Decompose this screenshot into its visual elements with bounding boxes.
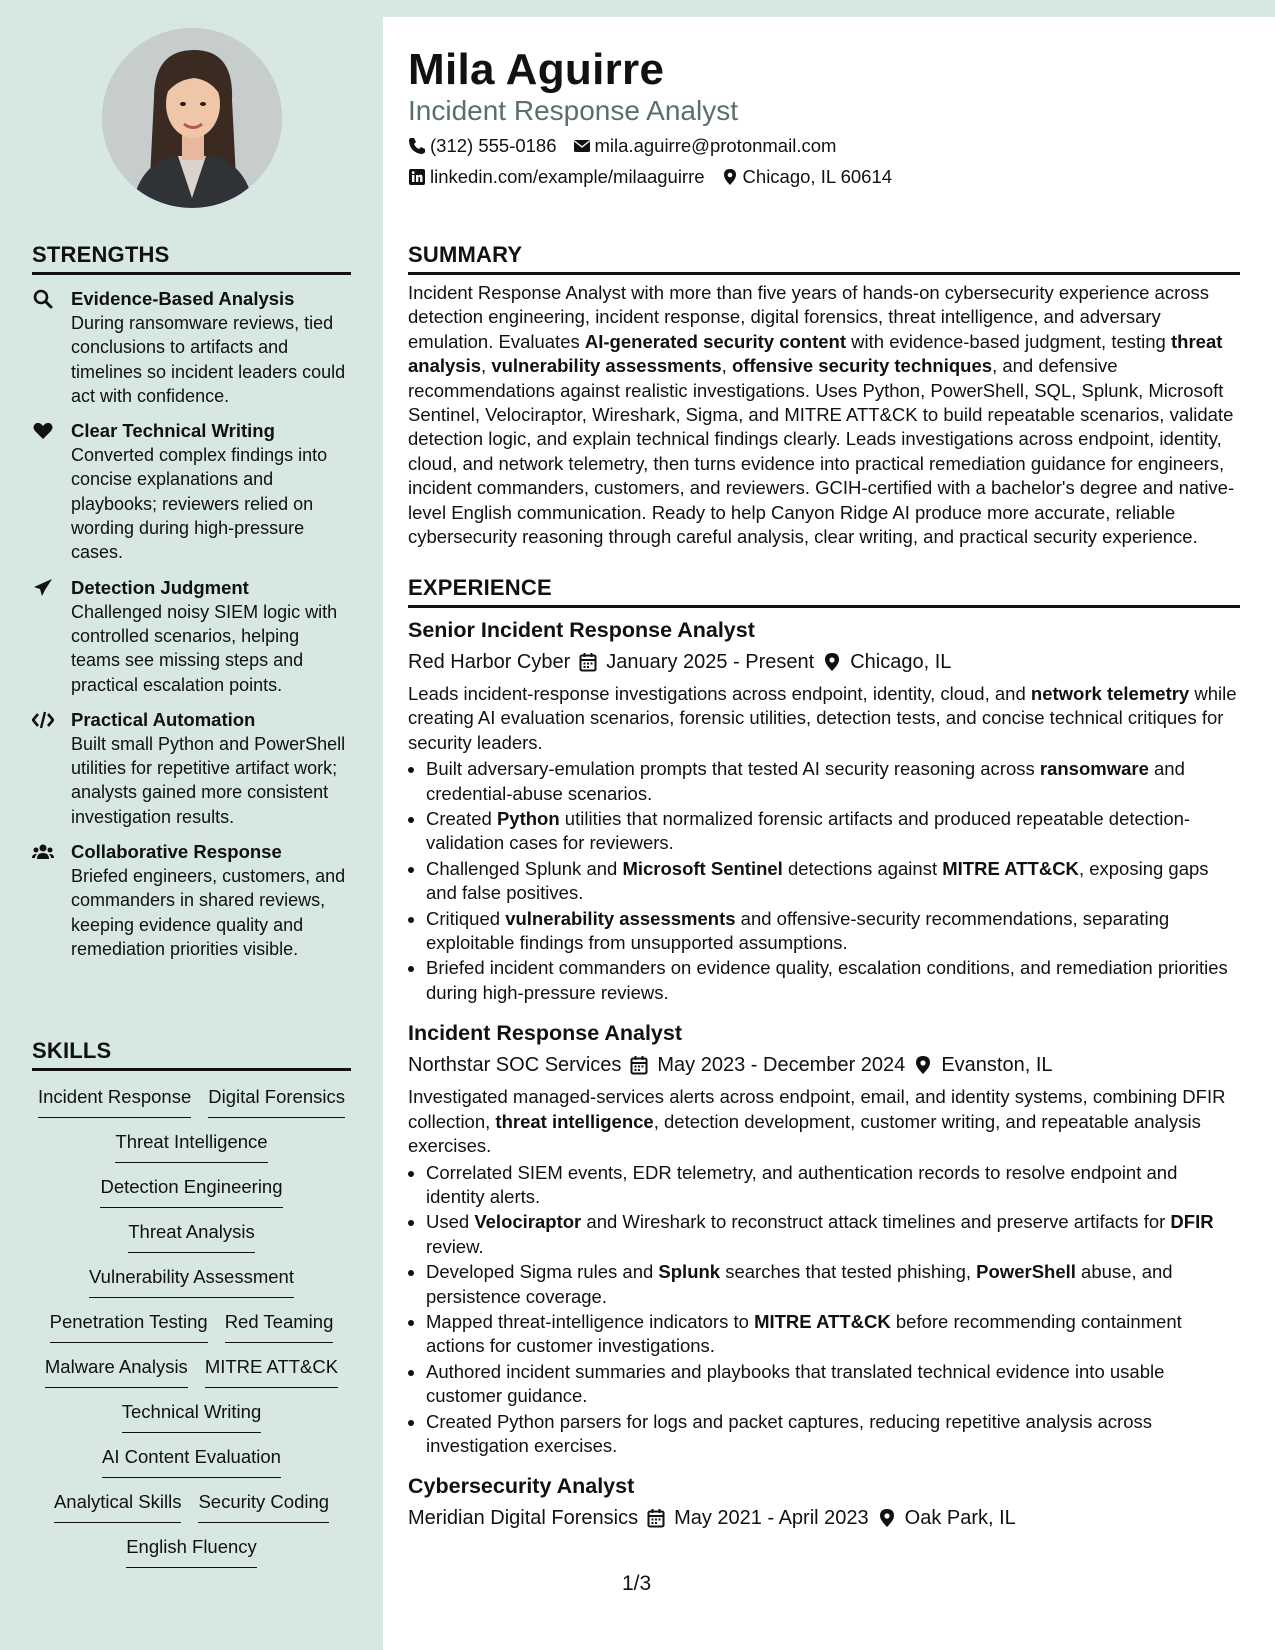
skill-row — [32, 1399, 351, 1433]
users-icon — [32, 842, 54, 862]
strength-description: Built small Python and PowerShell utilities for repetitive artifact work; analysts gained more consistent investigation results. — [71, 733, 346, 827]
skill-tag: Security Coding — [198, 1489, 329, 1523]
job-entry — [408, 1472, 1240, 1532]
company-name: Northstar SOC Services — [408, 1054, 622, 1077]
skill-row — [32, 1309, 351, 1343]
bullet-bold-text: vulnerability assessments — [505, 907, 736, 929]
job-description-text: Leads incident-response investigations across endpoint, identity, cloud, and — [408, 683, 1031, 704]
skill-tag: Technical Writing — [122, 1399, 262, 1433]
bullet-text: review. — [426, 1235, 484, 1257]
bullet-bold-text: Microsoft Sentinel — [622, 857, 783, 879]
job-title: Senior Incident Response Analyst — [408, 618, 755, 642]
skill-row — [32, 1219, 351, 1253]
bullet-text: Authored incident summaries and playbooks that translated technical evidence into usable customer guidance. — [426, 1360, 1165, 1407]
bullet-text: searches that tested phishing, — [720, 1261, 977, 1283]
skill-tag: Digital Forensics — [208, 1084, 345, 1118]
bullet-text: and credential-abuse scenarios. — [426, 758, 1185, 804]
job-meta — [408, 648, 1240, 676]
main-content — [383, 17, 1275, 1650]
bullet-bold-text: DFIR — [1170, 1211, 1214, 1233]
experience-section — [408, 575, 1240, 1532]
strengths-list — [32, 287, 351, 961]
job-description — [408, 1085, 1240, 1158]
job-location: Evanston, IL — [941, 1054, 1053, 1077]
strength-title: Evidence-Based Analysis — [71, 288, 295, 309]
strength-title: Detection Judgment — [71, 576, 249, 598]
strength-item — [32, 419, 351, 564]
bullet-text: Created — [426, 808, 497, 830]
job-description-text: Investigated managed-services alerts across endpoint, email, and identity systems, combining DFIR collection, — [408, 1086, 1226, 1132]
search-icon — [32, 289, 54, 309]
skill-row — [32, 1084, 351, 1118]
bullet-text: , exposing gaps and false positives. — [426, 857, 1209, 904]
contact-row-1 — [408, 135, 836, 157]
skill-tag: Incident Response — [38, 1084, 191, 1118]
bullet-text: utilities that normalized forensic artifacts and produced repeatable detection-validation cases for reviewers. — [426, 808, 1191, 854]
phone-icon — [408, 137, 426, 155]
skill-row — [32, 1534, 351, 1568]
strengths-section — [32, 242, 351, 972]
summary-section — [408, 242, 1240, 549]
skill-tag: English Fluency — [126, 1534, 257, 1568]
strength-title: Collaborative Response — [71, 841, 282, 863]
candidate-title: Incident Response Analyst — [408, 95, 738, 126]
map-pin-icon — [914, 1055, 932, 1075]
contact-row-2 — [408, 166, 892, 188]
bullet-text: and Wireshark to reconstruct attack timelines and preserve artifacts for — [581, 1211, 1171, 1233]
job-bullets — [408, 757, 1240, 1005]
linkedin-contact[interactable] — [408, 166, 705, 188]
job-description-bold-text: network telemetry — [1030, 683, 1190, 704]
skill-tag: Red Teaming — [225, 1309, 334, 1343]
strength-description: Briefed engineers, customers, and commanders in shared reviews, keeping evidence quality and remediation priorities visible. — [71, 866, 346, 959]
strength-description: During ransomware reviews, tied conclusions to artifacts and timelines so incident leaders could act with confidence. — [71, 313, 346, 406]
phone-contact — [408, 135, 557, 157]
summary-text: Incident Response Analyst with more than five years of hands-on cybersecurity experience across detection engineering, incident response, digital forensics, threat intelligence, and adversary emulation. Evaluates — [408, 282, 1210, 352]
skill-row — [32, 1354, 351, 1388]
summary-text: with evidence-based judgment, testing — [846, 330, 1171, 352]
job-location: Oak Park, IL — [904, 1507, 1016, 1530]
sidebar — [0, 0, 383, 1650]
skill-tag: Vulnerability Assessment — [89, 1264, 294, 1298]
job-bullet — [426, 807, 1240, 856]
bullet-text: Correlated SIEM events, EDR telemetry, and authentication records to resolve endpoint and identity alerts. — [426, 1161, 1178, 1207]
bullet-bold-text: Python — [496, 808, 560, 830]
job-description-text: while creating AI evaluation scenarios, forensic utilities, detection tests, and concise technical critiques for security leaders. — [408, 683, 1237, 753]
strength-description: Challenged noisy SIEM logic with controlled scenarios, helping teams see missing steps and practical escalation points. — [71, 601, 338, 695]
job-entry — [408, 1019, 1240, 1458]
summary-bold-text: offensive security techniques — [731, 355, 993, 377]
map-pin-icon — [823, 652, 841, 672]
job-bullet — [426, 1310, 1240, 1359]
job-bullet — [426, 757, 1240, 806]
linkedin-icon — [408, 168, 426, 186]
skill-tag: Penetration Testing — [50, 1309, 208, 1343]
job-location: Chicago, IL — [850, 651, 952, 673]
calendar-icon — [579, 652, 597, 672]
linkedin-url[interactable]: linkedin.com/example/milaaguirre — [430, 166, 705, 187]
bullet-text: Built adversary-emulation prompts that tested AI security reasoning across — [426, 758, 1040, 780]
job-bullet — [426, 907, 1240, 956]
strength-item — [32, 840, 351, 961]
skills-list — [32, 1084, 351, 1568]
job-title: Incident Response Analyst — [408, 1021, 682, 1046]
job-meta — [408, 1051, 1240, 1079]
skill-tag: Detection Engineering — [100, 1174, 282, 1208]
job-bullet — [426, 1161, 1240, 1210]
strength-title: Clear Technical Writing — [71, 420, 275, 442]
bullet-bold-text: MITRE ATT&CK — [754, 1310, 891, 1332]
company-name: Meridian Digital Forensics — [408, 1507, 639, 1530]
summary-text: , — [481, 355, 492, 377]
skill-tag: Threat Intelligence — [115, 1129, 267, 1163]
bullet-bold-text: Velociraptor — [474, 1211, 582, 1233]
calendar-icon — [647, 1508, 665, 1528]
bullet-text: detections against — [782, 857, 943, 879]
bullet-text: Created Python parsers for logs and packet captures, reducing repetitive analysis across investigation exercises. — [426, 1410, 1152, 1456]
strengths-heading: STRENGTHS — [32, 242, 351, 275]
bullet-text: Briefed incident commanders on evidence quality, escalation conditions, and remediation priorities during high-pressure reviews. — [426, 957, 1228, 1003]
job-bullet — [426, 1410, 1240, 1459]
email-address[interactable]: mila.aguirre@protonmail.com — [594, 135, 837, 156]
location-text: Chicago, IL 60614 — [742, 166, 893, 187]
portrait-image — [102, 28, 282, 208]
skill-row — [32, 1174, 351, 1208]
bullet-text: and offensive-security recommendations, separating exploitable findings from unsupported assumptions. — [426, 907, 1170, 954]
job-dates: May 2023 - December 2024 — [657, 1054, 906, 1077]
job-bullet — [426, 1260, 1240, 1309]
job-meta — [408, 1504, 1240, 1532]
bullet-text: Developed Sigma rules and — [426, 1261, 659, 1283]
skill-tag: Analytical Skills — [54, 1489, 182, 1523]
bullet-text: Challenged Splunk and — [426, 857, 623, 879]
skills-heading: SKILLS — [32, 1038, 351, 1071]
bullet-bold-text: Splunk — [658, 1261, 721, 1283]
bullet-text: before recommending containment actions for customer investigations. — [426, 1310, 1182, 1357]
skill-tag: MITRE ATT&CK — [205, 1354, 338, 1388]
summary-bold-text: threat analysis — [408, 330, 1223, 377]
summary-bold-text: AI-generated security content — [584, 330, 847, 352]
summary-text: , and defensive recommendations against realistic investigations. Uses Python, PowerShell, SQL, Splunk, Microsoft Sentinel, Velociraptor, Wireshark, Sigma, and MITRE ATT&CK to build repeatable scenarios, validate detection logic, and explain technical findings clearly. Leads investigations across endpoint, identity, cloud, and network telemetry, then turns evidence into practical remediation guidance for engineers, incident commanders, customers, and reviewers. GCIH-certified with a bachelor's degree and native-level English communication. Ready to help Canyon Ridge AI produce more accurate, reliable cybersecurity reasoning through careful analysis, clear writing, and practical security experience. — [408, 355, 1235, 548]
summary-text: , — [721, 355, 732, 377]
code-icon — [32, 710, 54, 730]
summary-bold-text: vulnerability assessments — [491, 355, 722, 377]
job-entry — [408, 616, 1240, 1005]
map-pin-icon — [721, 168, 739, 186]
job-description-bold-text: threat intelligence — [495, 1110, 654, 1132]
job-dates: May 2021 - April 2023 — [674, 1507, 869, 1530]
strength-description: Converted complex findings into concise explanations and playbooks; reviewers relied on wording during high-pressure cases. — [71, 445, 328, 563]
strength-item — [32, 708, 351, 829]
skill-row — [32, 1489, 351, 1523]
job-bullet — [426, 1360, 1240, 1409]
skill-row — [32, 1129, 351, 1163]
email-contact[interactable] — [573, 135, 837, 157]
job-bullet — [426, 956, 1240, 1005]
envelope-icon — [573, 137, 591, 155]
strength-title: Practical Automation — [71, 708, 256, 730]
location-contact — [721, 166, 892, 188]
phone-number: (312) 555-0186 — [430, 135, 557, 156]
map-pin-icon — [878, 1508, 896, 1528]
bullet-bold-text: PowerShell — [976, 1261, 1076, 1283]
bullet-bold-text: ransomware — [1039, 758, 1149, 780]
job-list — [408, 616, 1240, 1532]
heart-icon — [32, 421, 54, 441]
job-description-text: , detection development, customer writing, and repeatable analysis exercises. — [408, 1110, 1201, 1157]
strength-item — [32, 576, 351, 697]
skill-tag: AI Content Evaluation — [102, 1444, 281, 1478]
skill-tag: Threat Analysis — [128, 1219, 254, 1253]
job-bullet — [426, 857, 1240, 906]
job-title: Cybersecurity Analyst — [408, 1474, 635, 1499]
bullet-text: Used — [426, 1211, 475, 1233]
skill-row — [32, 1264, 351, 1298]
company-name: Red Harbor Cyber — [408, 651, 571, 673]
page-number: 1/3 — [622, 1572, 652, 1595]
paper-plane-icon — [32, 578, 54, 598]
job-bullet — [426, 1210, 1240, 1259]
experience-heading: EXPERIENCE — [408, 575, 1240, 608]
skill-tag: Malware Analysis — [45, 1354, 188, 1388]
skills-section — [32, 1038, 351, 1568]
skill-row — [32, 1444, 351, 1478]
bullet-text: abuse, and persistence coverage. — [426, 1261, 1173, 1307]
summary-heading: SUMMARY — [408, 242, 1240, 275]
bullet-text: Mapped threat-intelligence indicators to — [426, 1310, 755, 1332]
job-dates: January 2025 - Present — [606, 651, 815, 673]
job-bullets — [408, 1161, 1240, 1459]
job-description — [408, 682, 1240, 755]
calendar-icon — [630, 1055, 648, 1075]
strength-item — [32, 287, 351, 408]
candidate-name: Mila Aguirre — [408, 45, 665, 94]
summary-text — [408, 281, 1240, 549]
bullet-text: Critiqued — [426, 907, 506, 929]
bullet-bold-text: MITRE ATT&CK — [942, 857, 1079, 879]
profile-photo — [102, 28, 282, 208]
